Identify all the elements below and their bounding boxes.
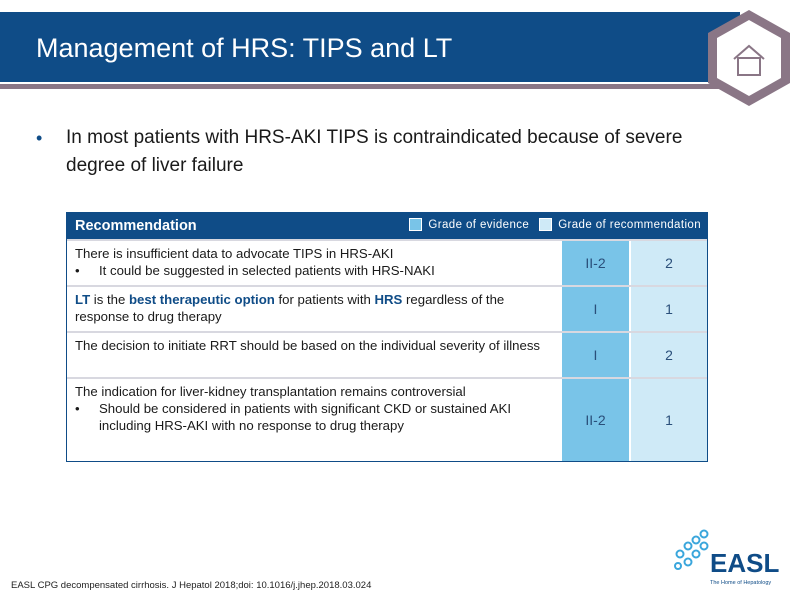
legend-evidence bbox=[409, 218, 529, 231]
table-row bbox=[67, 285, 707, 331]
grade-of-evidence: I bbox=[562, 333, 631, 377]
home-button[interactable] bbox=[704, 8, 794, 108]
grade-of-recommendation: 1 bbox=[631, 287, 707, 331]
text-segment: is the bbox=[90, 292, 129, 307]
logo-tagline: The Home of Hepatology bbox=[710, 580, 772, 586]
grade-of-recommendation: 2 bbox=[631, 333, 707, 377]
recommendation-table bbox=[66, 212, 708, 462]
bullet-point bbox=[36, 124, 736, 180]
easl-logo bbox=[670, 524, 790, 588]
table-header-title: Recommendation bbox=[75, 218, 197, 234]
recommendation-line: The decision to initiate RRT should be based on the individual severity of illness bbox=[75, 338, 541, 353]
table-row bbox=[67, 331, 707, 377]
sub-bullet bbox=[75, 400, 554, 434]
grade-of-evidence: II-2 bbox=[562, 379, 631, 461]
highlight-lt: LT bbox=[75, 292, 91, 307]
sub-bullet-text: Should be considered in patients with significant CKD or sustained AKI including HRS-AKI with no response to drug therapy bbox=[99, 401, 511, 433]
recommendation-swatch bbox=[539, 218, 552, 231]
bullet-dot: • bbox=[36, 128, 43, 148]
legend-recommendation-label: Grade of recommendation bbox=[558, 218, 701, 231]
grade-of-evidence: I bbox=[562, 287, 631, 331]
sub-bullet-dot: • bbox=[75, 263, 80, 278]
legend-recommendation bbox=[539, 218, 701, 231]
highlight-hrs: HRS bbox=[374, 292, 403, 307]
highlight-best-option: best therapeutic option bbox=[129, 292, 275, 307]
recommendation-text bbox=[67, 287, 562, 331]
sub-bullet bbox=[75, 262, 554, 279]
evidence-swatch bbox=[409, 218, 422, 231]
grade-of-evidence: II-2 bbox=[562, 241, 631, 285]
title-underline bbox=[0, 84, 740, 89]
slide-title: Management of HRS: TIPS and LT bbox=[36, 33, 453, 63]
grade-of-recommendation: 1 bbox=[631, 379, 707, 461]
recommendation-line: The indication for liver-kidney transplantation remains controversial bbox=[75, 384, 466, 399]
recommendation-text bbox=[67, 379, 562, 461]
recommendation-line: There is insufficient data to advocate TIPS in HRS-AKI bbox=[75, 246, 394, 261]
easl-logo-graphic bbox=[670, 524, 790, 588]
home-icon bbox=[704, 8, 794, 108]
table-row bbox=[67, 377, 707, 461]
logo-wordmark: EASL bbox=[710, 548, 780, 578]
citation-footer: EASL CPG decompensated cirrhosis. J Hepatol 2018;doi: 10.1016/j.jhep.2018.03.024 bbox=[11, 580, 372, 591]
sub-bullet-text: It could be suggested in selected patients with HRS-NAKI bbox=[99, 263, 435, 278]
table-row bbox=[67, 239, 707, 285]
sub-bullet-dot: • bbox=[75, 401, 80, 416]
text-segment: for patients with bbox=[274, 292, 375, 307]
recommendation-text bbox=[67, 333, 562, 377]
legend bbox=[399, 218, 701, 231]
bullet-text: In most patients with HRS-AKI TIPS is contraindicated because of severe degree of liver failure bbox=[66, 127, 683, 176]
recommendation-text bbox=[67, 241, 562, 285]
text-segment: regardless of the response to drug therapy bbox=[75, 292, 505, 324]
grade-of-recommendation: 2 bbox=[631, 241, 707, 285]
table-header bbox=[67, 213, 707, 239]
legend-evidence-label: Grade of evidence bbox=[428, 218, 530, 231]
